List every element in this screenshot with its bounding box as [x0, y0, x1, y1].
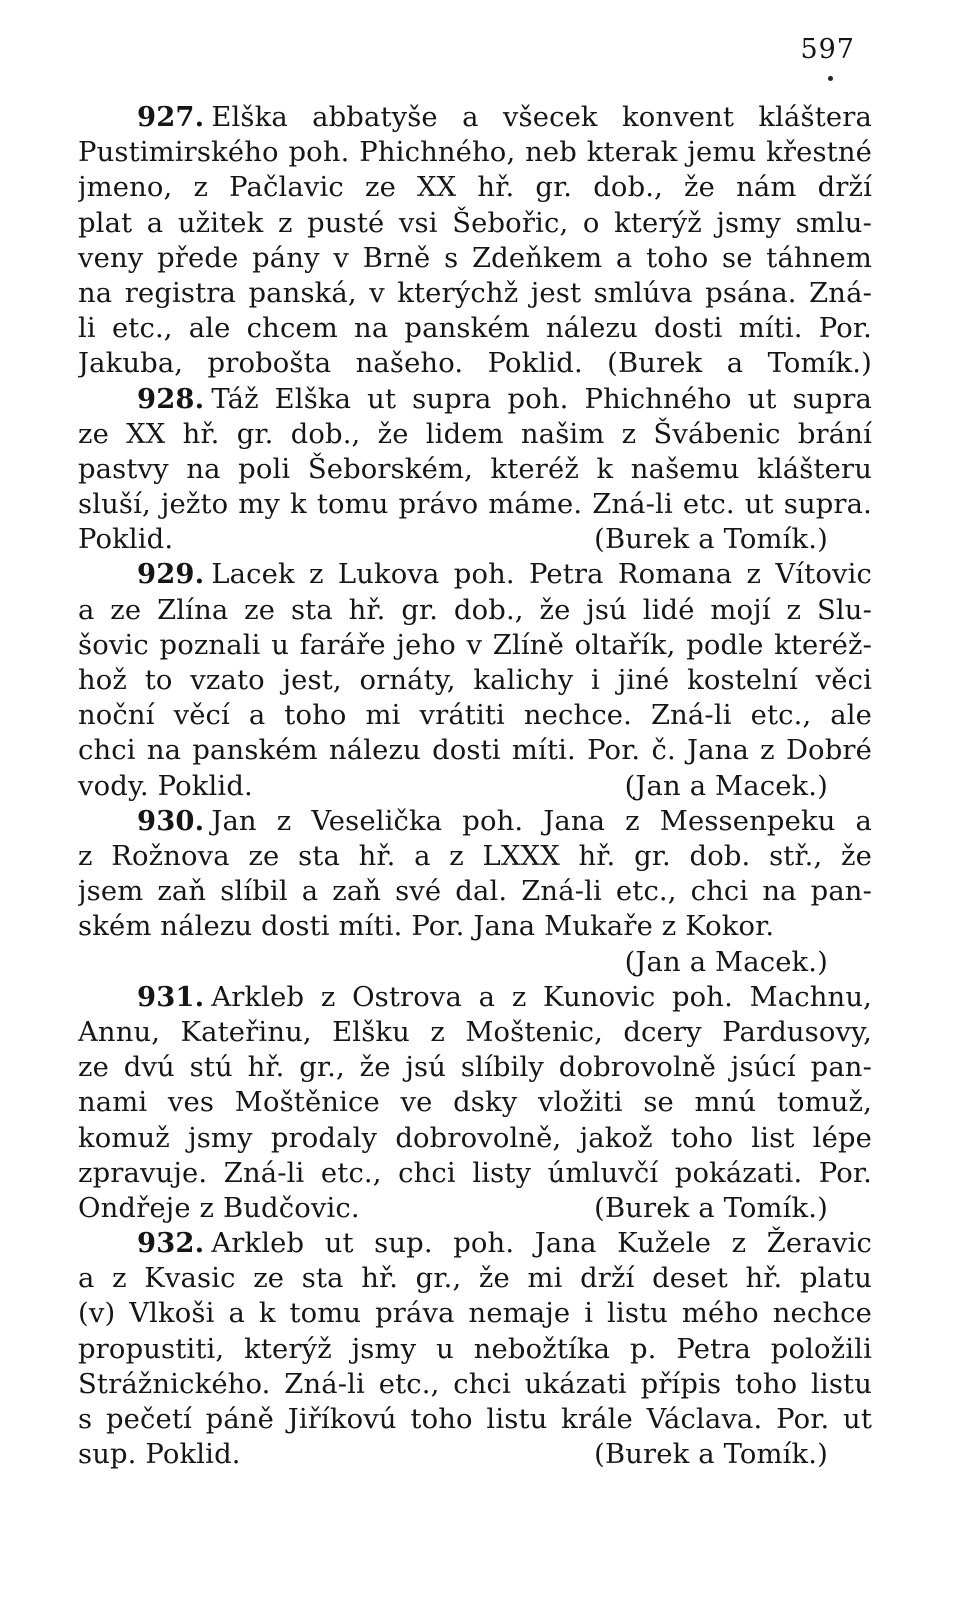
- entry-line: zpravuje. Zná-li etc., chci listy úmluvčí pokázati. Por.: [78, 1157, 872, 1189]
- entry-ending: [78, 522, 872, 557]
- entry-closing: sup. Poklid.: [78, 1439, 241, 1471]
- entry-line: li etc., ale chcem na panském nálezu dosti míti. Por.: [78, 313, 872, 345]
- entry-929: [78, 557, 872, 803]
- entry-line: Jakuba, probošta našeho. Poklid. (Burek a Tomík.): [78, 348, 872, 380]
- scribe-signature: (Jan a Macek.): [624, 770, 828, 802]
- entry-line: z Rožnova ze sta hř. a z LXXX hř. gr. dob. stř., že: [78, 840, 872, 872]
- entry-number: 928.: [137, 382, 205, 415]
- entry-line: (v) Vlkoši a k tomu práva nemaje i listu mého nechce: [78, 1298, 872, 1330]
- entry-line: nami ves Moštěnice ve dsky vložiti se mnú tomuž,: [78, 1087, 872, 1119]
- entry-line: 932. Arkleb ut sup. poh. Jana Kužele z Žeravic: [137, 1227, 872, 1260]
- entry-line: Annu, Kateřinu, Elšku z Moštenic, dcery Pardusovy,: [78, 1016, 872, 1048]
- entry-line: ském nálezu dosti míti. Por. Jana Mukaře z Kokor.: [78, 911, 775, 943]
- entry-928: [78, 382, 872, 558]
- entry-ending: [78, 1191, 872, 1226]
- entry-number: 927.: [137, 101, 205, 133]
- entry-line: s pečetí páně Jiříkovú toho listu krále Václava. Por. ut: [78, 1404, 872, 1436]
- entry-ending: [78, 769, 872, 804]
- entry-line: propustiti, kterýž jsmy u nebožtíka p. Petra položili: [78, 1333, 872, 1365]
- entry-line: komuž jsmy prodaly dobrovolně, jakož toho list lépe: [78, 1122, 872, 1154]
- entry-line: 929. Lacek z Lukova poh. Petra Romana z Vítovic: [137, 558, 872, 591]
- entry-ending: [78, 1437, 872, 1472]
- entry-number: 931.: [137, 980, 205, 1013]
- print-speck: [828, 76, 833, 81]
- entry-line: Strážnického. Zná-li etc., chci ukázati přípis toho listu: [78, 1368, 872, 1400]
- entry-line: a ze Zlína ze sta hř. gr. dob., že jsú lidé mojí z Slu-: [78, 594, 872, 626]
- entry-930: [78, 804, 872, 980]
- entry-927: [78, 100, 872, 382]
- entry-number: 932.: [137, 1227, 205, 1260]
- entry-line: sluší, ježto my k tomu právo máme. Zná-li etc. ut supra.: [78, 489, 872, 521]
- entry-line: 927. Elška abbatyše a všecek konvent kláštera: [137, 101, 872, 133]
- entry-line: hož to vzato jest, ornáty, kalichy i jiné kostelní věci: [78, 665, 872, 697]
- entry-line: 930. Jan z Veselička poh. Jana z Messenpeku a: [137, 804, 872, 837]
- entry-line: jmeno, z Pačlavic ze XX hř. gr. dob., že nám drží: [78, 172, 872, 204]
- entry-931: [78, 980, 872, 1226]
- entry-line: na registra panská, v kterýchž jest smlúva psána. Zná-: [78, 277, 872, 309]
- entry-line: a z Kvasic ze sta hř. gr., že mi drží deset hř. platu: [78, 1263, 872, 1295]
- scribe-signature: (Burek a Tomík.): [594, 524, 828, 556]
- entry-line: 931. Arkleb z Ostrova a z Kunovic poh. Machnu,: [137, 980, 872, 1013]
- scribe-signature: (Jan a Macek.): [624, 946, 828, 978]
- entry-line: veny přede pány v Brně s Zdeňkem a toho se táhnem: [78, 242, 872, 274]
- entry-line: ze XX hř. gr. dob., že lidem našim z Švábenic brání: [78, 418, 872, 450]
- scribe-signature: (Burek a Tomík.): [594, 1439, 828, 1471]
- entry-number: 929.: [137, 558, 205, 591]
- entry-closing: Ondřeje z Budčovic.: [78, 1192, 360, 1224]
- scribe-signature: (Burek a Tomík.): [594, 1192, 828, 1224]
- entry-closing: vody. Poklid.: [78, 770, 253, 802]
- entry-line: Pustimirského poh. Phichného, neb kterak jemu křestné: [78, 137, 872, 169]
- entry-line: plat a užitek z pusté vsi Šebořic, o kterýž jsmy smlu-: [78, 207, 872, 239]
- entry-line: šovic poznali u faráře jeho v Zlíně oltařík, podle kteréž-: [78, 629, 872, 661]
- entry-line: ze dvú stú hř. gr., že jsú slíbily dobrovolně jsúcí pan-: [78, 1052, 872, 1084]
- page-number: 597: [800, 34, 855, 65]
- entry-932: [78, 1226, 872, 1472]
- entry-closing: Poklid.: [78, 524, 174, 556]
- entry-line: chci na panském nálezu dosti míti. Por. č. Jana z Dobré: [78, 735, 872, 767]
- entry-line: noční věcí a toho mi vrátiti nechce. Zná-li etc., ale: [78, 700, 872, 732]
- entry-line: 928. Táž Elška ut supra poh. Phichného ut supra: [137, 382, 872, 415]
- entry-number: 930.: [137, 804, 205, 837]
- document-body: [78, 100, 872, 1472]
- entry-line: jsem zaň slíbil a zaň své dal. Zná-li etc., chci na pan-: [78, 876, 872, 908]
- entry-line: pastvy na poli Šeborském, kteréž k našemu klášteru: [78, 453, 872, 485]
